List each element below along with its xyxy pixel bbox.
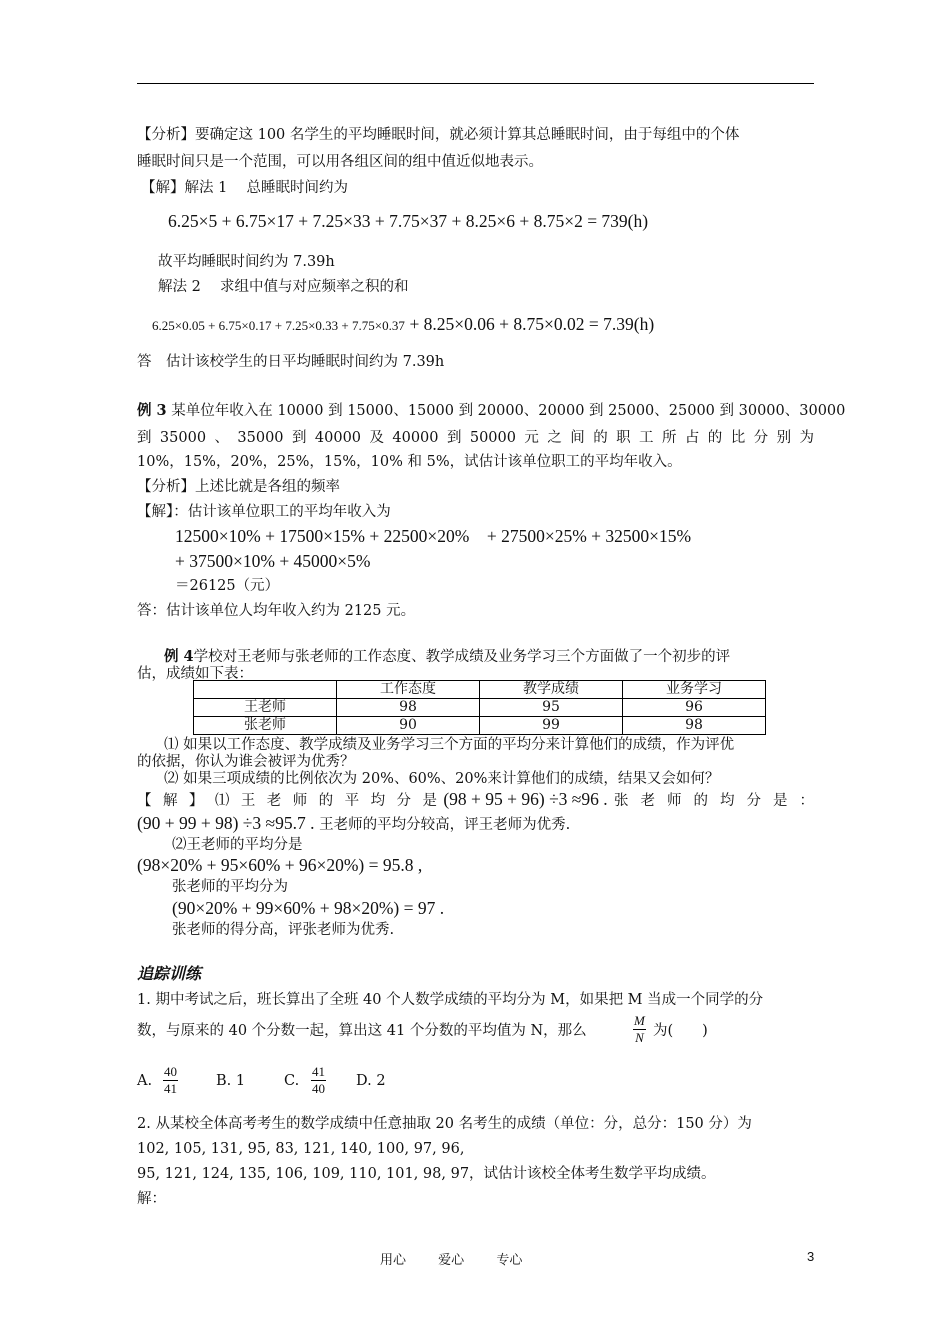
example4-question-1-line-1: ⑴ 如果以工作态度、教学成绩及业务学习三个方面的平均分来计算他们的成绩，作为评优 — [164, 737, 735, 753]
formula-frequency-part1: 6.25×0.05 + 6.75×0.17 + 7.25×0.33 + 7.75×0.37 — [152, 318, 405, 333]
table-header-cell: 工作态度 — [337, 681, 480, 699]
table-cell: 90 — [337, 717, 480, 735]
justified-word: 老 — [266, 793, 282, 809]
justified-word: 师 — [666, 793, 682, 809]
justified-word: 35000 — [159, 430, 207, 446]
table-cell: 96 — [623, 699, 766, 717]
page-number: 3 — [807, 1249, 815, 1264]
analysis-line-1: 【分析】要确定这 100 名学生的平均睡眠时间，就必须计算其总睡眠时间，由于每组中的个体 — [137, 127, 740, 143]
justified-word: 到 — [446, 430, 462, 446]
table-cell: 98 — [337, 699, 480, 717]
justified-word: 到 — [137, 430, 152, 446]
justified-word: 的 — [593, 430, 608, 446]
example4-label: 例 4 — [164, 648, 194, 665]
justified-word: 、 — [214, 430, 229, 446]
example4-solution-words — [137, 791, 437, 811]
justified-word: 【 — [137, 793, 152, 809]
example4-solution-text: 王老师的平均分较高，评王老师为优秀. — [319, 817, 571, 833]
scores-table — [193, 680, 766, 735]
justified-word: 40000 — [392, 430, 439, 446]
justified-word: 是 — [422, 793, 437, 809]
fraction-denominator: 40 — [312, 1081, 325, 1096]
justified-word: 】 — [188, 793, 204, 809]
justified-word: 到 — [291, 430, 307, 446]
average-result: 故平均睡眠时间约为 7.39h — [158, 254, 335, 270]
example4-solution-line-1 — [137, 789, 814, 811]
justified-word: ： — [799, 793, 814, 809]
justified-word: 35000 — [237, 430, 284, 446]
justified-word: 所 — [661, 430, 677, 446]
table-header-cell: 业务学习 — [623, 681, 766, 699]
justified-word: 均 — [719, 793, 735, 809]
practice-q1-fraction — [633, 1013, 646, 1046]
justified-word: 职 — [616, 430, 631, 446]
example4-solution-2-label: ⑵王老师的平均分是 — [172, 837, 303, 853]
example3-line-1 — [137, 401, 845, 421]
example3-answer: 答：估计该单位人均年收入约为 2125 元。 — [137, 603, 416, 619]
practice-heading: 追踪训练 — [137, 964, 202, 983]
justified-word: 及 — [369, 430, 384, 446]
formula-frequency-part2: + 8.25×0.06 + 8.75×0.02 = 7.39(h) — [409, 314, 655, 334]
justified-word: 50000 — [469, 430, 516, 446]
option-d: D. 2 — [356, 1073, 386, 1089]
justified-word: 的 — [693, 793, 708, 809]
table-cell: 98 — [623, 717, 766, 735]
table-cell: 张老师 — [194, 717, 337, 735]
justified-word: 的 — [318, 793, 334, 809]
answer-sleep: 答 估计该校学生的日平均睡眠时间约为 7.39h — [137, 354, 445, 370]
justified-word: 平 — [344, 793, 360, 809]
table-cell: 王老师 — [194, 699, 337, 717]
analysis-line-2: 睡眠时间只是一个范围，可以用各组区间的组中值近似地表示。 — [137, 154, 543, 170]
justified-word: 分 — [396, 793, 412, 809]
example3-label: 例 3 — [137, 402, 167, 419]
justified-word: 是 — [772, 793, 788, 809]
table-cell: 99 — [480, 717, 623, 735]
justified-word: 工 — [639, 430, 654, 446]
example4-solution-formula-2: (90 + 99 + 98) ÷3 ≈95.7 . — [137, 813, 315, 833]
option-a-label: A. — [137, 1073, 153, 1089]
footer-item: 专心 — [496, 1253, 523, 1268]
fraction-numerator: M — [634, 1013, 645, 1028]
example3-formula-1: 12500×10% + 17500×15% + 22500×20% + 27500×25% + 32500×15% — [175, 526, 692, 546]
justified-word: 均 — [370, 793, 386, 809]
fraction-denominator: N — [635, 1030, 644, 1045]
justified-word: 之 — [547, 430, 562, 446]
example4-solution-2-formula-2: (90×20% + 99×60% + 98×20%) = 97 . — [172, 898, 445, 918]
justified-word: 40000 — [314, 430, 362, 446]
justified-word: 师 — [292, 793, 308, 809]
practice-q2-line-3: 95, 121, 124, 135, 106, 109, 110, 101, 98, 97，试估计该校全体考生数学平均成绩。 — [137, 1166, 716, 1182]
example4-question-2: ⑵ 如果三项成绩的比例依次为 20%、60%、20%来计算他们的成绩，结果又会如何？ — [164, 771, 720, 787]
justified-word: 元 — [524, 430, 539, 446]
table-header-cell: 教学成绩 — [480, 681, 623, 699]
example3-text: 某单位年收入在 10000 到 15000、15000 到 20000、20000 到 25000、25000 到 30000、30000 — [171, 403, 846, 419]
option-c-label: C. — [284, 1073, 300, 1089]
footer-item: 用心 — [380, 1253, 407, 1268]
footer-motto — [380, 1249, 550, 1268]
example4-solution-tail — [614, 791, 814, 811]
justified-word: 为 — [799, 430, 814, 446]
option-b: B. 1 — [216, 1073, 246, 1089]
option-c-fraction — [311, 1064, 326, 1097]
justified-word: 占 — [684, 430, 700, 446]
solution-method-1: 【解】解法 1 总睡眠时间约为 — [141, 180, 348, 196]
justified-word: 解 — [162, 793, 178, 809]
solution-method-2: 解法 2 求组中值与对应频率之积的和 — [158, 279, 409, 295]
justified-word: 比 — [730, 430, 746, 446]
practice-q1-line-1: 1. 期中考试之后，班长算出了全班 40 个人数学成绩的平均分为 M，如果把 M 当成一个同学的分 — [137, 992, 764, 1008]
example4-question-1-line-2: 的依据，你认为谁会被评为优秀？ — [137, 754, 355, 770]
example4-solution-line-2 — [137, 813, 570, 835]
example4-solution-2-formula-1: (98×20% + 95×60% + 96×20%) = 95.8 , — [137, 855, 423, 875]
example4-solution-2-label-2: 张老师的平均分为 — [172, 879, 288, 895]
practice-q2-line-1: 2. 从某校全体高考考生的数学成绩中任意抽取 20 名考生的成绩（单位：分，总分：150 分）为 — [137, 1116, 752, 1132]
table-header-cell — [194, 681, 337, 699]
practice-q2-solution: 解： — [137, 1191, 166, 1207]
fraction-numerator: 40 — [164, 1064, 177, 1079]
table-row — [194, 717, 766, 735]
example3-solution-label: 【解】：估计该单位职工的平均年收入为 — [137, 504, 391, 520]
fraction-numerator: 41 — [312, 1064, 325, 1079]
practice-q1-line-2: 数，与原来的 40 个分数一起，算出这 41 个分数的平均值为 N，那么 — [137, 1023, 587, 1039]
practice-q2-line-2: 102, 105, 131, 95, 83, 121, 140, 100, 97, 96, — [137, 1141, 465, 1157]
justified-word: 老 — [640, 793, 655, 809]
table-header-row — [194, 681, 766, 699]
example3-line-2 — [137, 428, 814, 448]
example4-solution-formula-1: (98 + 95 + 96) ÷3 ≈96 . — [443, 789, 608, 809]
table-cell: 95 — [480, 699, 623, 717]
footer-item: 爱心 — [438, 1253, 465, 1268]
justified-word: 王 — [240, 793, 256, 809]
formula-total-sleep: 6.25×5 + 6.75×17 + 7.25×33 + 7.75×37 + 8.25×6 + 8.75×2 = 739(h) — [168, 211, 649, 231]
practice-q1-tail: 为( ) — [653, 1023, 708, 1039]
justified-word: 张 — [613, 793, 629, 809]
example4-line-2: 估，成绩如下表： — [137, 666, 253, 682]
option-a-fraction — [163, 1064, 178, 1097]
fraction-denominator: 41 — [164, 1081, 177, 1096]
justified-word: 分 — [753, 430, 769, 446]
justified-word: 别 — [776, 430, 792, 446]
example3-analysis: 【分析】上述比就是各组的频率 — [137, 479, 340, 495]
justified-word: ⑴ — [214, 793, 230, 809]
example3-result: ＝26125（元） — [175, 578, 280, 594]
header-rule — [137, 83, 814, 84]
example4-conclusion: 张老师的得分高，评张老师为优秀. — [172, 922, 395, 938]
justified-word: 间 — [570, 430, 585, 446]
example3-line-3: 10%，15%，20%，25%，15%，10% 和 5%，试估计该单位职工的平均年收入。 — [137, 454, 682, 470]
justified-word: 分 — [746, 793, 761, 809]
example3-formula-2: + 37500×10% + 45000×5% — [175, 551, 371, 571]
table-row — [194, 699, 766, 717]
justified-word: 的 — [707, 430, 723, 446]
formula-frequency — [152, 314, 654, 336]
example4-text: 学校对王老师与张老师的工作态度、教学成绩及业务学习三个方面做了一个初步的评 — [193, 649, 731, 665]
